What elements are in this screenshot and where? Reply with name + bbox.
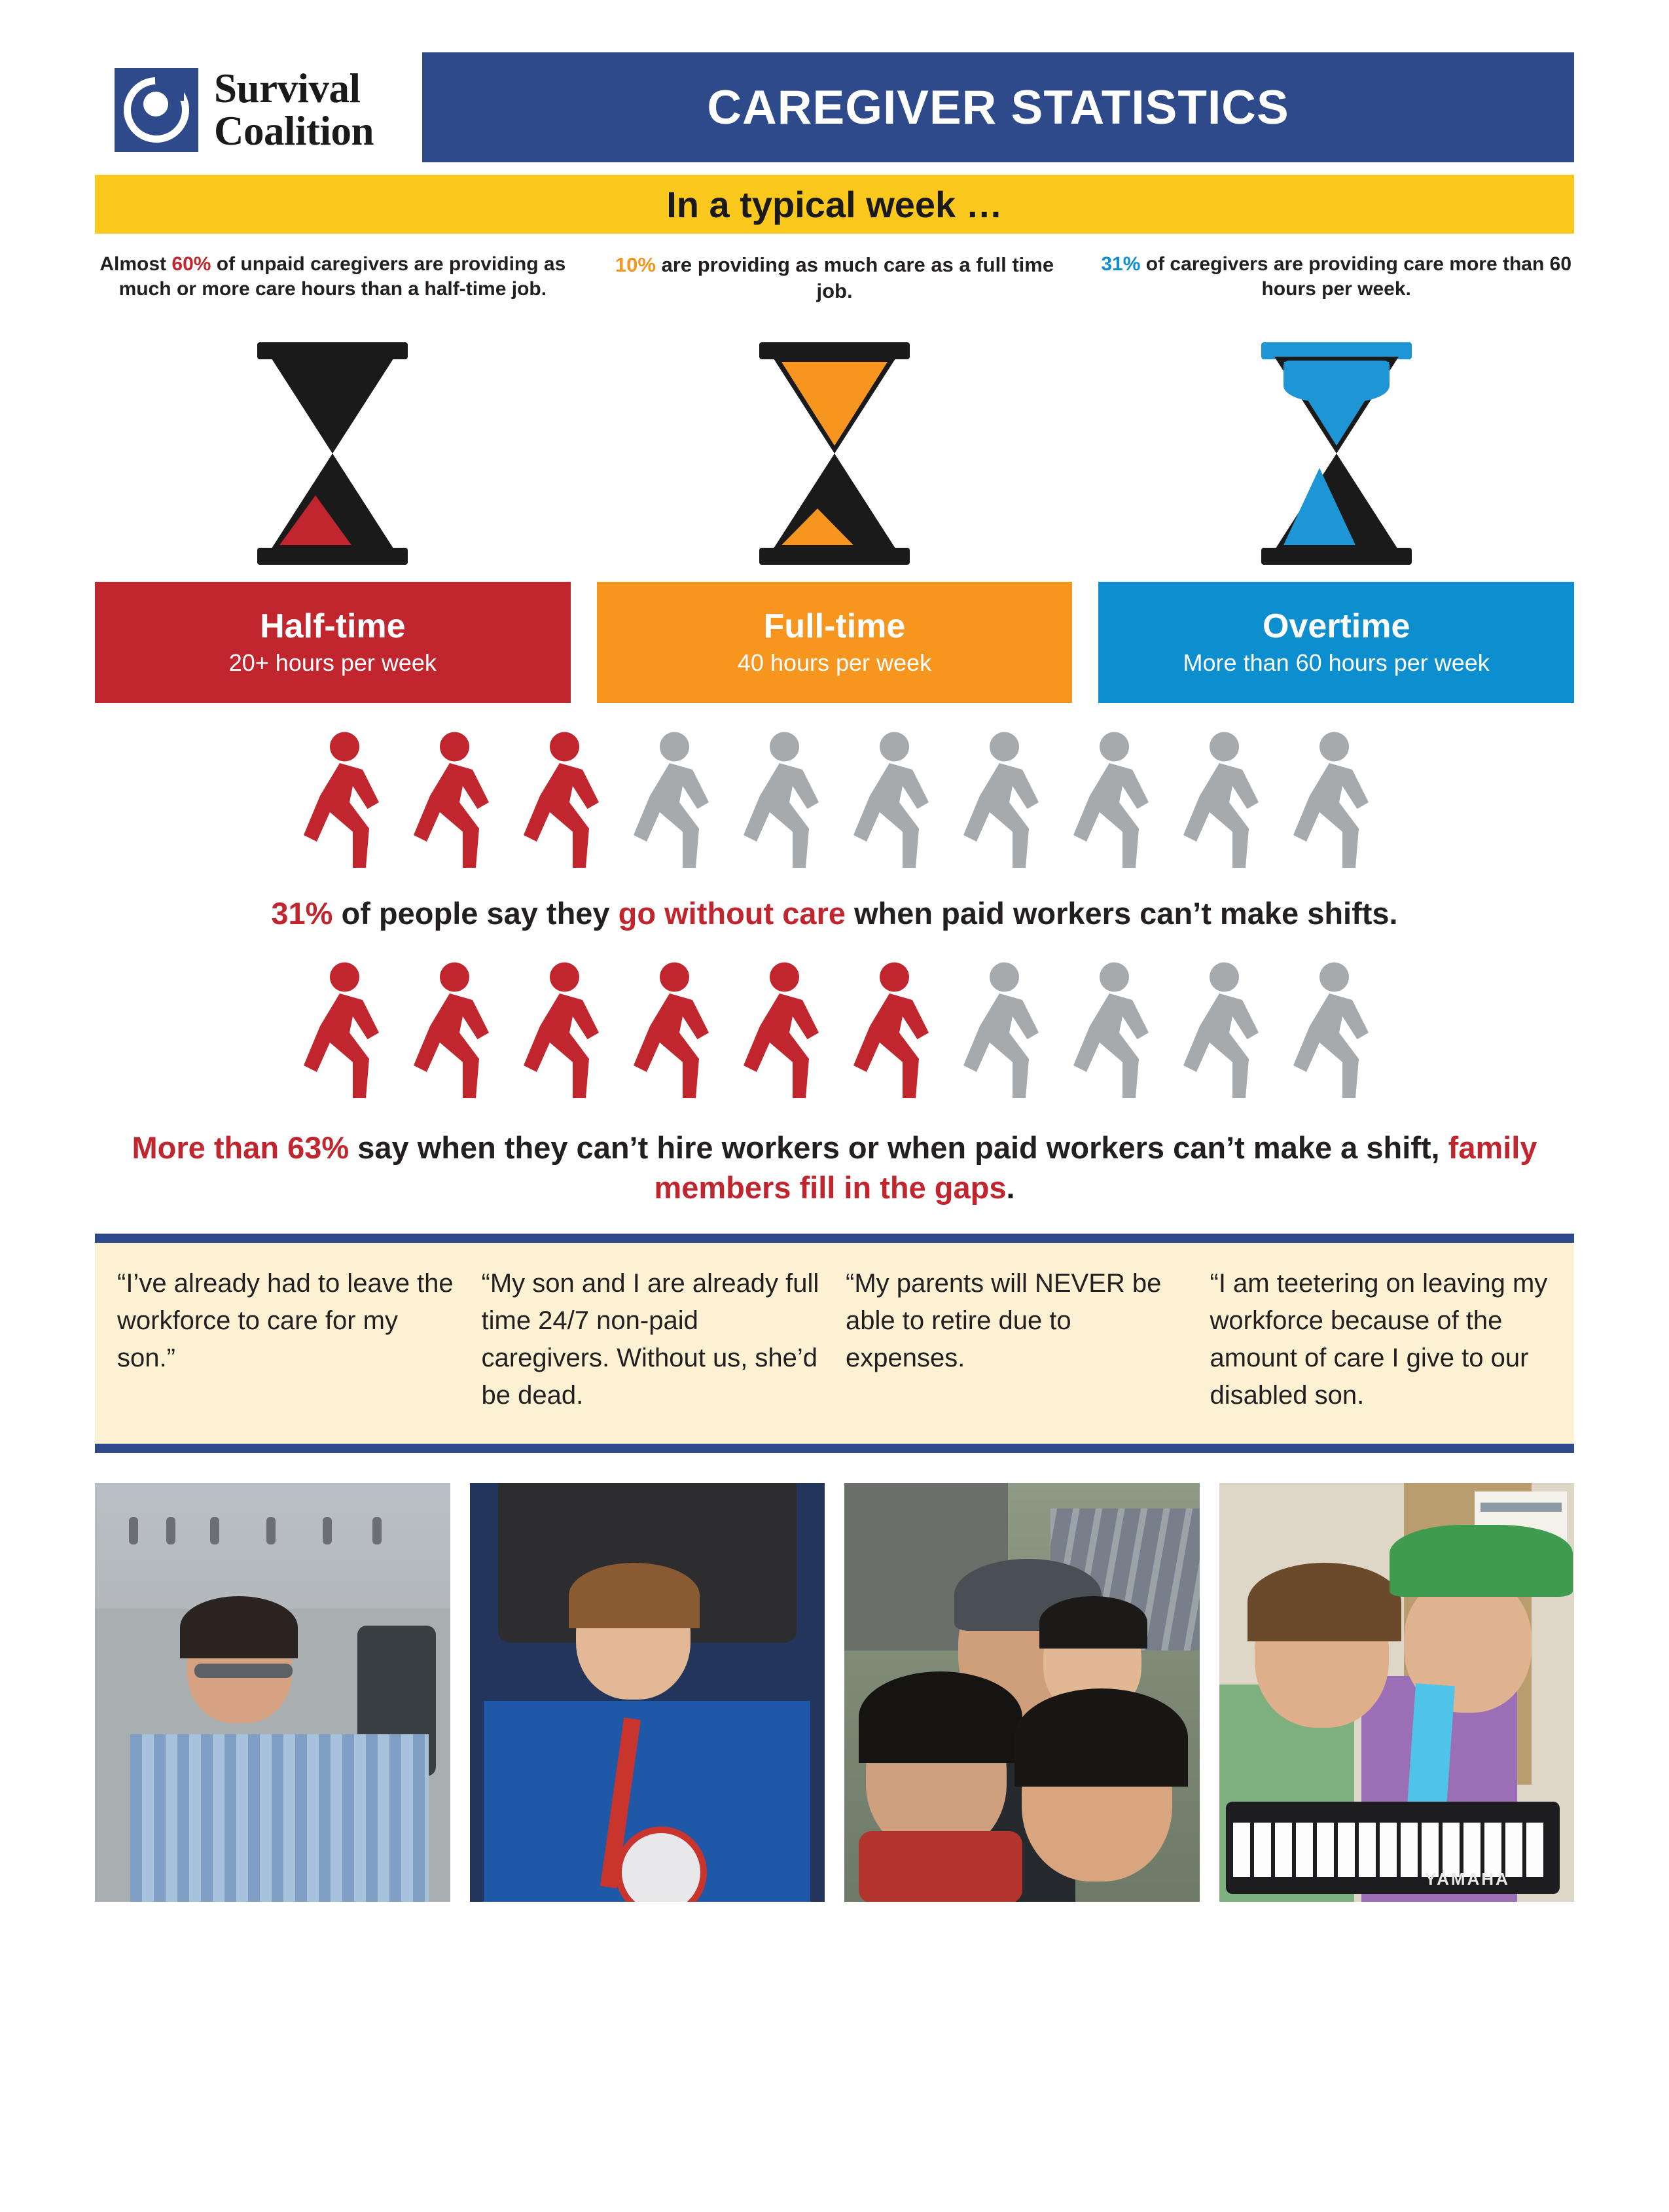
header	[95, 52, 1574, 167]
quote-3: “My parents will NEVER be able to retire due to expenses.	[846, 1269, 1162, 1372]
stat-label-sub-3: More than 60 hours per week	[1183, 649, 1490, 677]
walking-person-icon	[840, 961, 939, 1101]
stat-label-overtime	[1098, 582, 1574, 703]
stats-row	[95, 252, 1574, 703]
walking-person-icon	[511, 730, 609, 871]
photo-keyboard-pair	[1219, 1483, 1575, 1902]
statement-1-mid: of people say they	[332, 896, 619, 931]
walking-person-icon	[730, 730, 829, 871]
stat-caption-2	[597, 252, 1073, 330]
stat-caption-1-pre: Almost	[99, 253, 172, 275]
walking-person-icon	[950, 961, 1049, 1101]
statement-1-emphasis: go without care	[618, 896, 846, 931]
hourglass-icon	[759, 342, 910, 565]
walking-person-icon	[730, 961, 829, 1101]
photo-boy-wheelchair	[470, 1483, 825, 1902]
stat-label-title-2: Full-time	[763, 607, 906, 645]
stat-column-full-time	[597, 252, 1073, 703]
statement-1-percent: 31%	[271, 896, 333, 931]
walking-person-icon	[620, 961, 719, 1101]
statement-line-1	[95, 893, 1574, 933]
statement-2-mid: say when they can’t hire workers or when paid workers can’t make a shift,	[349, 1130, 1448, 1166]
walking-person-icon	[840, 730, 939, 871]
title-bar	[422, 52, 1574, 162]
stat-label-half-time	[95, 582, 571, 703]
stat-label-full-time	[597, 582, 1073, 703]
quotes-row	[95, 1243, 1574, 1444]
walking-person-icon	[1170, 961, 1268, 1101]
photo-man-outdoors	[95, 1483, 450, 1902]
walking-person-icon	[620, 730, 719, 871]
quote-4: “I am teetering on leaving my workforce because of the amount of care I give to our disabled son.	[1210, 1269, 1548, 1410]
statement-2-tail: .	[1006, 1170, 1015, 1205]
statement-2-emphasis: family members fill in the gaps	[654, 1130, 1537, 1205]
statement-1-tail: when paid workers can’t make shifts.	[845, 896, 1398, 931]
stat-label-title-1: Half-time	[260, 607, 406, 645]
subbanner	[95, 175, 1574, 234]
statement-2-percent: More than 63%	[132, 1130, 350, 1166]
pictogram-row-1	[95, 730, 1574, 871]
logo-wordmark	[214, 67, 374, 152]
walking-person-icon	[1280, 961, 1378, 1101]
quote-2: “My son and I are already full time 24/7 non-paid caregivers. Without us, she’d be dead.	[481, 1269, 819, 1410]
walking-person-icon	[401, 961, 499, 1101]
stat-caption-2-post: are providing as much care as a full time job.	[655, 253, 1054, 302]
divider-top	[95, 1234, 1574, 1243]
stat-column-overtime	[1098, 252, 1574, 703]
stat-caption-2-percent: 10%	[615, 253, 656, 276]
walking-person-icon	[511, 961, 609, 1101]
subbanner-text: In a typical week …	[666, 183, 1003, 225]
hourglass-icon	[1261, 342, 1412, 565]
walking-person-icon	[1280, 730, 1378, 871]
stat-label-title-3: Overtime	[1262, 607, 1410, 645]
walking-person-icon	[1170, 730, 1268, 871]
photo-family-outdoors	[844, 1483, 1200, 1902]
survival-coalition-logo	[95, 52, 422, 167]
walking-person-icon	[291, 961, 389, 1101]
keyboard-brand-label: YAMAHA	[1425, 1869, 1510, 1889]
stat-caption-3	[1098, 252, 1574, 330]
walking-person-icon	[950, 730, 1049, 871]
divider-bottom	[95, 1444, 1574, 1453]
infographic-page	[0, 52, 1669, 2212]
logo-line-2: Coalition	[214, 107, 374, 154]
stat-caption-1-percent: 60%	[171, 253, 211, 275]
pictogram-row-2	[95, 961, 1574, 1101]
walking-person-icon	[1060, 730, 1158, 871]
eye-logo-icon	[115, 68, 198, 152]
walking-person-icon	[1060, 961, 1158, 1101]
stat-label-sub-1: 20+ hours per week	[228, 649, 437, 677]
logo-line-1: Survival	[214, 65, 361, 112]
statement-line-2	[95, 1128, 1574, 1207]
stat-label-sub-2: 40 hours per week	[737, 649, 932, 677]
page-title: CAREGIVER STATISTICS	[707, 80, 1289, 134]
stat-caption-1	[95, 252, 571, 330]
quotes-section	[95, 1234, 1574, 1453]
hourglass-icon	[257, 342, 408, 565]
stat-column-half-time	[95, 252, 571, 703]
quote-1: “I’ve already had to leave the workforce to care for my son.”	[117, 1269, 454, 1372]
photo-strip	[95, 1483, 1574, 1902]
walking-person-icon	[401, 730, 499, 871]
stat-caption-3-post: of caregivers are providing care more than 60 hours per week.	[1140, 253, 1571, 300]
stat-caption-3-percent: 31%	[1101, 253, 1141, 275]
walking-person-icon	[291, 730, 389, 871]
stat-caption-1-post: of unpaid caregivers are providing as much or more care hours than a half-time job.	[118, 253, 566, 300]
